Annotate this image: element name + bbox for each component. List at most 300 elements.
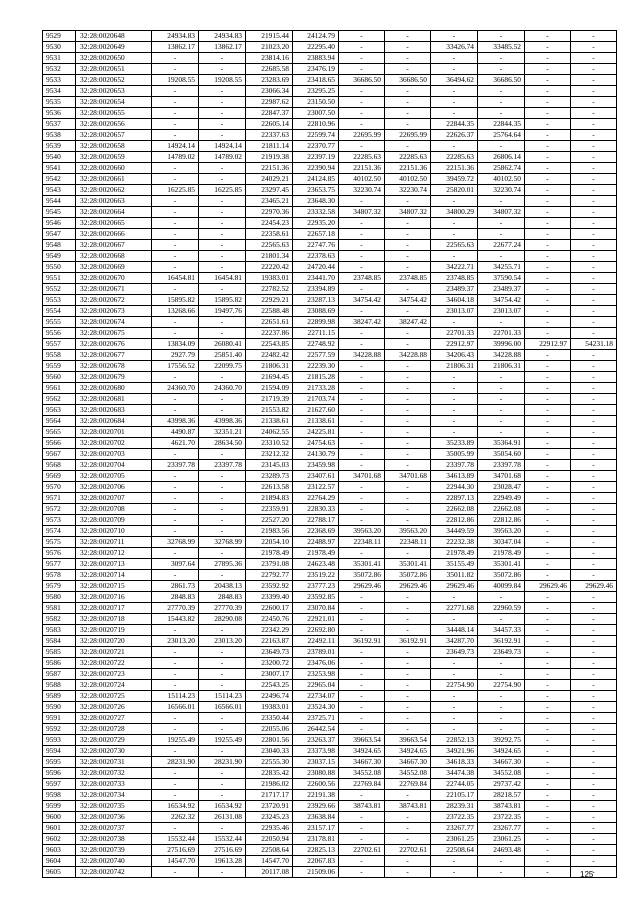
- table-cell: 32:28:0020656: [76, 119, 152, 130]
- table-row: [43, 328, 617, 339]
- table-cell: 23245.23: [246, 812, 293, 823]
- table-cell: 22702.61: [339, 845, 385, 856]
- table-cell: -: [385, 867, 431, 878]
- table-cell: -: [478, 856, 525, 867]
- table-cell: 23088.69: [293, 306, 339, 317]
- table-cell: 32230.74: [478, 185, 525, 196]
- table-cell: -: [571, 174, 617, 185]
- table-cell: -: [525, 614, 571, 625]
- table-cell: 22050.94: [246, 834, 293, 845]
- table-cell: -: [571, 273, 617, 284]
- table-cell: 32768.99: [199, 537, 246, 548]
- table-cell: 34807.32: [339, 207, 385, 218]
- table-cell: -: [571, 570, 617, 581]
- table-row: [43, 735, 617, 746]
- table-cell: 22754.90: [431, 680, 478, 691]
- table-cell: 20438.13: [199, 581, 246, 592]
- table-cell: -: [571, 471, 617, 482]
- table-cell: -: [339, 493, 385, 504]
- table-cell: 9596: [43, 768, 76, 779]
- table-cell: -: [339, 196, 385, 207]
- table-cell: -: [339, 328, 385, 339]
- table-cell: -: [339, 702, 385, 713]
- table-cell: 22844.35: [478, 119, 525, 130]
- table-cell: 32:28:0020652: [76, 75, 152, 86]
- table-cell: 9597: [43, 779, 76, 790]
- table-cell: -: [525, 361, 571, 372]
- table-cell: -: [152, 669, 199, 680]
- table-cell: -: [525, 691, 571, 702]
- table-cell: 22496.74: [246, 691, 293, 702]
- table-cell: 22358.61: [246, 229, 293, 240]
- table-cell: 23648.30: [293, 196, 339, 207]
- table-row: [43, 702, 617, 713]
- table-cell: 23789.01: [293, 647, 339, 658]
- table-cell: 23061.25: [431, 834, 478, 845]
- table-cell: 34924.65: [385, 746, 431, 757]
- table-cell: -: [385, 592, 431, 603]
- table-cell: 32:28:0020667: [76, 240, 152, 251]
- table-cell: -: [199, 493, 246, 504]
- table-cell: 9604: [43, 856, 76, 867]
- table-cell: -: [525, 75, 571, 86]
- table-cell: 9539: [43, 141, 76, 152]
- table-cell: 19613.28: [199, 856, 246, 867]
- table-cell: -: [199, 669, 246, 680]
- table-cell: -: [199, 647, 246, 658]
- table-cell: -: [339, 856, 385, 867]
- table-cell: -: [431, 229, 478, 240]
- table-cell: 32:28:0020677: [76, 350, 152, 361]
- table-cell: -: [478, 317, 525, 328]
- table-cell: 32768.99: [152, 537, 199, 548]
- table-cell: 21806.31: [431, 361, 478, 372]
- table-cell: 23397.78: [152, 460, 199, 471]
- table-cell: -: [385, 405, 431, 416]
- table-cell: 16534.92: [199, 801, 246, 812]
- table-cell: 15443.82: [152, 614, 199, 625]
- table-cell: 24720.44: [293, 262, 339, 273]
- table-cell: 33426.74: [431, 42, 478, 53]
- table-cell: 26442.54: [293, 724, 339, 735]
- table-cell: 22702.61: [385, 845, 431, 856]
- table-cell: 22921.01: [293, 614, 339, 625]
- table-cell: -: [385, 834, 431, 845]
- table-cell: 23150.50: [293, 97, 339, 108]
- table-cell: -: [525, 801, 571, 812]
- table-cell: 34701.68: [385, 471, 431, 482]
- table-cell: 22747.76: [293, 240, 339, 251]
- table-cell: -: [199, 317, 246, 328]
- table-cell: 22390.94: [293, 163, 339, 174]
- table-cell: 22677.24: [478, 240, 525, 251]
- table-cell: -: [525, 284, 571, 295]
- table-cell: -: [339, 460, 385, 471]
- table-cell: 9605: [43, 867, 76, 878]
- table-cell: -: [339, 823, 385, 834]
- table-cell: -: [525, 42, 571, 53]
- table-cell: -: [339, 438, 385, 449]
- table-cell: -: [385, 449, 431, 460]
- table-cell: 9556: [43, 328, 76, 339]
- table-cell: -: [339, 405, 385, 416]
- table-cell: 32:28:0020658: [76, 141, 152, 152]
- table-cell: 32:28:0020735: [76, 801, 152, 812]
- table-cell: 23814.16: [246, 53, 293, 64]
- table-cell: -: [385, 680, 431, 691]
- table-cell: -: [571, 768, 617, 779]
- table-cell: -: [525, 779, 571, 790]
- table-cell: 21703.74: [293, 394, 339, 405]
- table-cell: 22711.15: [293, 328, 339, 339]
- table-cell: -: [525, 625, 571, 636]
- table-cell: 23592.85: [293, 592, 339, 603]
- table-cell: 32:28:0020710: [76, 526, 152, 537]
- table-row: [43, 295, 617, 306]
- table-cell: 9537: [43, 119, 76, 130]
- table-cell: -: [525, 867, 571, 878]
- table-cell: -: [152, 86, 199, 97]
- table-cell: 23397.78: [199, 460, 246, 471]
- table-cell: 34667.30: [339, 757, 385, 768]
- table-cell: 14789.02: [199, 152, 246, 163]
- table-cell: -: [152, 262, 199, 273]
- table-cell: 21719.39: [246, 394, 293, 405]
- table-row: [43, 548, 617, 559]
- table-cell: 34667.30: [385, 757, 431, 768]
- table-cell: 23649.73: [478, 647, 525, 658]
- table-cell: -: [199, 515, 246, 526]
- cadastral-value-table: [42, 30, 617, 878]
- table-cell: -: [385, 438, 431, 449]
- table-cell: -: [385, 482, 431, 493]
- table-cell: -: [571, 64, 617, 75]
- table-cell: 21983.56: [246, 526, 293, 537]
- table-row: [43, 251, 617, 262]
- table-cell: 9553: [43, 295, 76, 306]
- table-cell: 32:28:0020654: [76, 97, 152, 108]
- table-cell: -: [152, 515, 199, 526]
- table-cell: -: [478, 383, 525, 394]
- table-cell: -: [525, 251, 571, 262]
- table-cell: -: [571, 724, 617, 735]
- table-cell: -: [525, 504, 571, 515]
- table-cell: -: [385, 416, 431, 427]
- table-cell: 32:28:0020662: [76, 185, 152, 196]
- table-cell: 9566: [43, 438, 76, 449]
- table-cell: 36686.50: [478, 75, 525, 86]
- table-cell: 24029.21: [246, 174, 293, 185]
- table-cell: 34552.08: [478, 768, 525, 779]
- table-row: [43, 834, 617, 845]
- table-cell: 34474.38: [431, 768, 478, 779]
- table-cell: 35301.41: [478, 559, 525, 570]
- table-row: [43, 240, 617, 251]
- table-cell: -: [571, 141, 617, 152]
- table-cell: -: [571, 691, 617, 702]
- table-cell: -: [339, 218, 385, 229]
- table-row: [43, 823, 617, 834]
- table-cell: 9591: [43, 713, 76, 724]
- table-cell: -: [199, 163, 246, 174]
- table-cell: -: [152, 779, 199, 790]
- table-cell: 23013.20: [152, 636, 199, 647]
- table-cell: 32230.74: [339, 185, 385, 196]
- table-row: [43, 592, 617, 603]
- table-cell: -: [525, 471, 571, 482]
- table-cell: 32:28:0020731: [76, 757, 152, 768]
- table-cell: 19208.55: [152, 75, 199, 86]
- table-cell: 9529: [43, 31, 76, 42]
- table-cell: 9565: [43, 427, 76, 438]
- table-cell: 25764.64: [478, 130, 525, 141]
- table-cell: -: [431, 141, 478, 152]
- table-cell: 2861.73: [152, 581, 199, 592]
- table-cell: 34604.18: [431, 295, 478, 306]
- table-cell: 21978.49: [478, 548, 525, 559]
- table-cell: 19383.01: [246, 702, 293, 713]
- table-cell: 23777.23: [293, 581, 339, 592]
- table-cell: -: [152, 394, 199, 405]
- table-cell: -: [385, 108, 431, 119]
- table-cell: 28231.90: [199, 757, 246, 768]
- table-cell: 32:28:0020738: [76, 834, 152, 845]
- table-cell: 23157.17: [293, 823, 339, 834]
- table-cell: 22897.13: [431, 493, 478, 504]
- table-cell: -: [525, 680, 571, 691]
- table-cell: 34457.33: [478, 625, 525, 636]
- table-cell: 40102.50: [478, 174, 525, 185]
- table-cell: 9550: [43, 262, 76, 273]
- table-cell: -: [385, 647, 431, 658]
- table-cell: -: [339, 372, 385, 383]
- table-cell: 23791.08: [246, 559, 293, 570]
- table-cell: 32:28:0020673: [76, 306, 152, 317]
- table-cell: 36686.50: [385, 75, 431, 86]
- table-cell: 34552.08: [385, 768, 431, 779]
- table-cell: 24693.48: [478, 845, 525, 856]
- table-cell: -: [339, 515, 385, 526]
- table-cell: 27770.39: [152, 603, 199, 614]
- table-cell: 15532.44: [199, 834, 246, 845]
- table-cell: -: [385, 394, 431, 405]
- table-cell: -: [152, 867, 199, 878]
- table-cell: 34754.42: [385, 295, 431, 306]
- table-cell: -: [152, 119, 199, 130]
- table-row: [43, 174, 617, 185]
- table-cell: -: [339, 394, 385, 405]
- table-cell: -: [525, 845, 571, 856]
- table-cell: 32:28:0020712: [76, 548, 152, 559]
- table-cell: 22651.61: [246, 317, 293, 328]
- table-cell: 39563.20: [385, 526, 431, 537]
- table-cell: 22769.84: [385, 779, 431, 790]
- table-cell: -: [525, 405, 571, 416]
- table-cell: 22488.97: [293, 537, 339, 548]
- table-cell: 15114.23: [199, 691, 246, 702]
- table-cell: 14547.70: [246, 856, 293, 867]
- table-cell: 23883.94: [293, 53, 339, 64]
- table-row: [43, 856, 617, 867]
- table-cell: 23722.35: [431, 812, 478, 823]
- table-cell: 22588.48: [246, 306, 293, 317]
- table-cell: 30347.04: [478, 537, 525, 548]
- table-cell: 22527.20: [246, 515, 293, 526]
- table-cell: 21694.45: [246, 372, 293, 383]
- table-cell: -: [571, 42, 617, 53]
- table-cell: 40102.50: [339, 174, 385, 185]
- table-cell: 14924.14: [199, 141, 246, 152]
- table-cell: 9543: [43, 185, 76, 196]
- table-cell: -: [525, 493, 571, 504]
- table-cell: -: [431, 218, 478, 229]
- table-cell: 35005.99: [431, 449, 478, 460]
- table-cell: -: [199, 86, 246, 97]
- table-cell: -: [571, 504, 617, 515]
- table-cell: 22835.42: [246, 768, 293, 779]
- table-cell: -: [152, 746, 199, 757]
- table-row: [43, 757, 617, 768]
- table-row: [43, 416, 617, 427]
- table-cell: 9590: [43, 702, 76, 713]
- table-cell: 24225.81: [293, 427, 339, 438]
- table-cell: -: [571, 812, 617, 823]
- table-cell: -: [571, 537, 617, 548]
- table-cell: -: [199, 570, 246, 581]
- table-cell: 9589: [43, 691, 76, 702]
- table-cell: 35155.49: [431, 559, 478, 570]
- table-cell: 32:28:0020718: [76, 614, 152, 625]
- table-cell: -: [525, 658, 571, 669]
- table-cell: -: [199, 482, 246, 493]
- table-cell: 22600.56: [293, 779, 339, 790]
- table-cell: 27895.36: [199, 559, 246, 570]
- table-cell: -: [152, 317, 199, 328]
- table-cell: 29629.46: [525, 581, 571, 592]
- table-cell: -: [478, 658, 525, 669]
- table-cell: 23178.81: [293, 834, 339, 845]
- table-row: [43, 108, 617, 119]
- table-cell: 25862.74: [478, 163, 525, 174]
- table-cell: -: [525, 262, 571, 273]
- table-cell: 32:28:0020722: [76, 658, 152, 669]
- table-cell: -: [571, 801, 617, 812]
- table-cell: -: [152, 163, 199, 174]
- table-cell: 34228.88: [478, 350, 525, 361]
- table-cell: 22055.06: [246, 724, 293, 735]
- table-cell: -: [525, 570, 571, 581]
- table-cell: 23638.84: [293, 812, 339, 823]
- table-row: [43, 152, 617, 163]
- table-cell: -: [478, 229, 525, 240]
- table-cell: 9600: [43, 812, 76, 823]
- table-cell: 22965.04: [293, 680, 339, 691]
- table-cell: 23013.07: [431, 306, 478, 317]
- table-cell: 15895.82: [199, 295, 246, 306]
- table-cell: 9546: [43, 218, 76, 229]
- table-cell: 32:28:0020649: [76, 42, 152, 53]
- table-cell: -: [571, 614, 617, 625]
- table-cell: 34701.68: [339, 471, 385, 482]
- table-cell: -: [385, 614, 431, 625]
- table-cell: -: [571, 548, 617, 559]
- table-cell: 34287.70: [431, 636, 478, 647]
- table-cell: -: [339, 449, 385, 460]
- table-cell: 21894.83: [246, 493, 293, 504]
- table-cell: 22825.13: [293, 845, 339, 856]
- table-cell: -: [431, 317, 478, 328]
- table-cell: -: [199, 284, 246, 295]
- table-row: [43, 790, 617, 801]
- table-cell: 22099.75: [199, 361, 246, 372]
- table-cell: 32:28:0020674: [76, 317, 152, 328]
- table-cell: -: [525, 174, 571, 185]
- table-cell: -: [525, 152, 571, 163]
- table-cell: 15114.23: [152, 691, 199, 702]
- table-cell: 40102.50: [385, 174, 431, 185]
- table-cell: -: [339, 240, 385, 251]
- table-cell: -: [385, 262, 431, 273]
- table-cell: -: [571, 790, 617, 801]
- table-cell: 32:28:0020651: [76, 64, 152, 75]
- table-cell: -: [571, 196, 617, 207]
- table-cell: 9595: [43, 757, 76, 768]
- table-cell: 28634.50: [199, 438, 246, 449]
- table-cell: 21919.38: [246, 152, 293, 163]
- table-cell: -: [525, 482, 571, 493]
- table-cell: 34924.65: [339, 746, 385, 757]
- table-cell: 23028.47: [478, 482, 525, 493]
- table-cell: 23145.03: [246, 460, 293, 471]
- table-cell: -: [339, 592, 385, 603]
- table-cell: -: [199, 625, 246, 636]
- table-cell: -: [199, 394, 246, 405]
- table-cell: -: [431, 108, 478, 119]
- table-cell: 23748.85: [339, 273, 385, 284]
- table-cell: -: [525, 735, 571, 746]
- table-cell: 9541: [43, 163, 76, 174]
- table-cell: -: [385, 218, 431, 229]
- table-cell: -: [431, 372, 478, 383]
- table-cell: 22701.33: [478, 328, 525, 339]
- table-cell: 32:28:0020679: [76, 372, 152, 383]
- table-cell: 9575: [43, 537, 76, 548]
- table-cell: 32:28:0020669: [76, 262, 152, 273]
- table-cell: -: [385, 53, 431, 64]
- table-cell: 23592.92: [246, 581, 293, 592]
- table-cell: 29737.42: [478, 779, 525, 790]
- table-cell: 22970.36: [246, 207, 293, 218]
- table-cell: 32:28:0020657: [76, 130, 152, 141]
- table-cell: 14924.14: [152, 141, 199, 152]
- table-cell: 21338.61: [246, 416, 293, 427]
- table-cell: 19383.01: [246, 273, 293, 284]
- table-cell: -: [478, 713, 525, 724]
- table-cell: 39663.54: [385, 735, 431, 746]
- table-cell: 9601: [43, 823, 76, 834]
- table-cell: 13862.17: [152, 42, 199, 53]
- table-cell: 21627.60: [293, 405, 339, 416]
- table-cell: -: [525, 97, 571, 108]
- table-cell: 23441.70: [293, 273, 339, 284]
- table-cell: 24124.85: [293, 174, 339, 185]
- table-cell: 38743.81: [339, 801, 385, 812]
- table-cell: 19497.76: [199, 306, 246, 317]
- table-cell: -: [339, 108, 385, 119]
- table-cell: 29629.46: [431, 581, 478, 592]
- table-cell: 21978.49: [246, 548, 293, 559]
- table-row: [43, 449, 617, 460]
